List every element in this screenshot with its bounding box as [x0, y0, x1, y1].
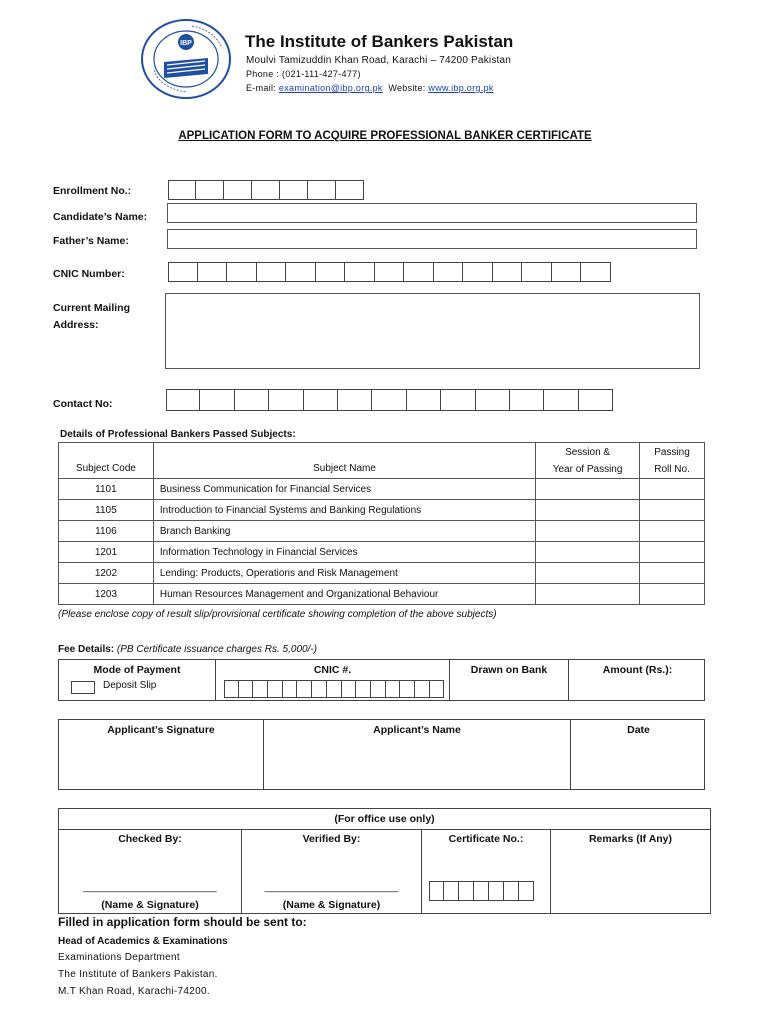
website-label: Website: — [388, 83, 426, 93]
table-row — [59, 584, 705, 605]
checked-name-signature: (Name & Signature) — [101, 899, 199, 911]
session-cell[interactable] — [536, 542, 640, 563]
mode-of-payment-label: Mode of Payment — [93, 664, 181, 676]
verified-by-label: Verified By: — [302, 833, 361, 845]
father-label: Father’s Name: — [53, 235, 129, 247]
subject-name: Branch Banking — [153, 521, 535, 542]
deposit-slip-checkbox[interactable] — [71, 681, 95, 694]
mailing-label-2: Address: — [53, 319, 99, 331]
roll-cell[interactable] — [640, 542, 705, 563]
subject-code: 1201 — [59, 542, 154, 563]
applicant-name-field[interactable] — [266, 740, 568, 786]
cnic-label: CNIC Number: — [53, 268, 125, 280]
checked-by-label: Checked By: — [118, 833, 182, 845]
roll-cell[interactable] — [640, 563, 705, 584]
enrollment-label: Enrollment No.: — [53, 185, 132, 197]
address-line-2: Examinations Department — [58, 952, 180, 963]
certificate-no-boxes[interactable] — [429, 881, 534, 901]
enrollment-boxes[interactable] — [168, 180, 364, 200]
contact-boxes[interactable] — [166, 389, 613, 411]
subject-name: Human Resources Management and Organizational Behaviour — [153, 584, 535, 605]
fee-charges: (PB Certificate issuance charges Rs. 5,000/-) — [116, 644, 318, 655]
applicant-signature-field[interactable] — [61, 740, 261, 786]
subjects-heading: Details of Professional Bankers Passed Subjects: — [60, 429, 296, 440]
amount-label: Amount (Rs.): — [602, 664, 673, 676]
table-row — [59, 479, 705, 500]
form-title: APPLICATION FORM TO ACQUIRE PROFESSIONAL BANKER CERTIFICATE — [178, 130, 592, 142]
drawn-on-bank-label: Drawn on Bank — [470, 664, 548, 676]
table-header-row — [59, 443, 705, 479]
fee-details — [58, 644, 317, 655]
certificate-no-label: Certificate No.: — [448, 833, 524, 845]
address-line-4: M.T Khan Road, Karachi-74200. — [58, 986, 210, 997]
fee-cnic-boxes[interactable] — [224, 680, 444, 698]
mailing-label-1: Current Mailing — [53, 302, 131, 314]
address-line-1: Head of Academics & Examinations — [58, 936, 228, 947]
subject-name: Business Communication for Financial Services — [153, 479, 535, 500]
subject-code: 1202 — [59, 563, 154, 584]
send-to-heading: Filled in application form should be sent to: — [58, 915, 307, 929]
subject-name: Lending: Products, Operations and Risk Management — [153, 563, 535, 584]
date-field[interactable] — [573, 740, 704, 786]
office-use-title: (For office use only) — [334, 813, 435, 825]
subject-code: 1203 — [59, 584, 154, 605]
candidate-label: Candidate’s Name: — [53, 211, 148, 223]
subject-code: 1105 — [59, 500, 154, 521]
session-cell[interactable] — [536, 563, 640, 584]
email-label: E-mail: — [246, 83, 277, 93]
subjects-table — [58, 442, 705, 605]
roll-cell[interactable] — [640, 500, 705, 521]
roll-cell[interactable] — [640, 479, 705, 500]
subject-code: 1106 — [59, 521, 154, 542]
verified-sign-line: ________________________ — [264, 882, 399, 893]
subject-name: Introduction to Financial Systems and Banking Regulations — [153, 500, 535, 521]
table-row — [59, 563, 705, 584]
col-subject-code: Subject Code — [75, 463, 136, 474]
col-session-2: Year of Passing — [552, 463, 623, 475]
org-name: The Institute of Bankers Pakistan — [245, 32, 514, 51]
applicant-name-label: Applicant’s Name — [373, 724, 461, 736]
col-roll-2: Roll No. — [654, 463, 690, 475]
col-subject-name: Subject Name — [313, 463, 376, 474]
contact-label: Contact No: — [53, 398, 113, 410]
table-row — [59, 542, 705, 563]
applicant-table — [58, 719, 705, 790]
candidate-name-field[interactable] — [167, 203, 697, 223]
website-link[interactable]: www.ibp.org.pk — [428, 83, 494, 93]
session-cell[interactable] — [536, 500, 640, 521]
deposit-slip-label: Deposit Slip — [103, 680, 157, 691]
fee-table — [58, 659, 705, 701]
session-cell[interactable] — [536, 521, 640, 542]
cnic-boxes[interactable] — [168, 262, 611, 282]
table-row — [59, 500, 705, 521]
subjects-note: (Please enclose copy of result slip/provisional certificate showing completion of the above subjects) — [58, 609, 497, 620]
org-address: Moulvi Tamizuddin Khan Road, Karachi – 74200 Pakistan — [246, 55, 512, 66]
subject-name: Information Technology in Financial Services — [153, 542, 535, 563]
org-contact-line — [246, 83, 494, 93]
date-label: Date — [627, 724, 650, 736]
ibp-logo — [140, 18, 232, 100]
subject-code: 1101 — [59, 479, 154, 500]
verified-name-signature: (Name & Signature) — [282, 899, 381, 911]
table-row — [59, 521, 705, 542]
fee-label: Fee Details: — [58, 644, 115, 655]
remarks-field[interactable] — [553, 851, 708, 911]
session-cell[interactable] — [536, 584, 640, 605]
applicant-signature-label: Applicant’s Signature — [107, 724, 215, 736]
address-line-3: The Institute of Bankers Pakistan. — [58, 969, 218, 980]
col-session-1: Session & — [565, 446, 611, 458]
roll-cell[interactable] — [640, 521, 705, 542]
office-use-table — [58, 808, 711, 914]
logo-text: IBP — [180, 40, 192, 47]
email-link[interactable]: examination@ibp.org.pk — [278, 83, 383, 93]
mailing-address-field[interactable] — [165, 293, 700, 369]
checked-sign-line: ________________________ — [83, 882, 217, 893]
session-cell[interactable] — [536, 479, 640, 500]
roll-cell[interactable] — [640, 584, 705, 605]
cnic-hash-label: CNIC #. — [313, 664, 352, 676]
col-roll-1: Passing — [654, 446, 690, 458]
father-name-field[interactable] — [167, 229, 697, 249]
org-phone: Phone : (021-111-427-477) — [246, 69, 361, 79]
remarks-label: Remarks (If Any) — [588, 833, 673, 845]
